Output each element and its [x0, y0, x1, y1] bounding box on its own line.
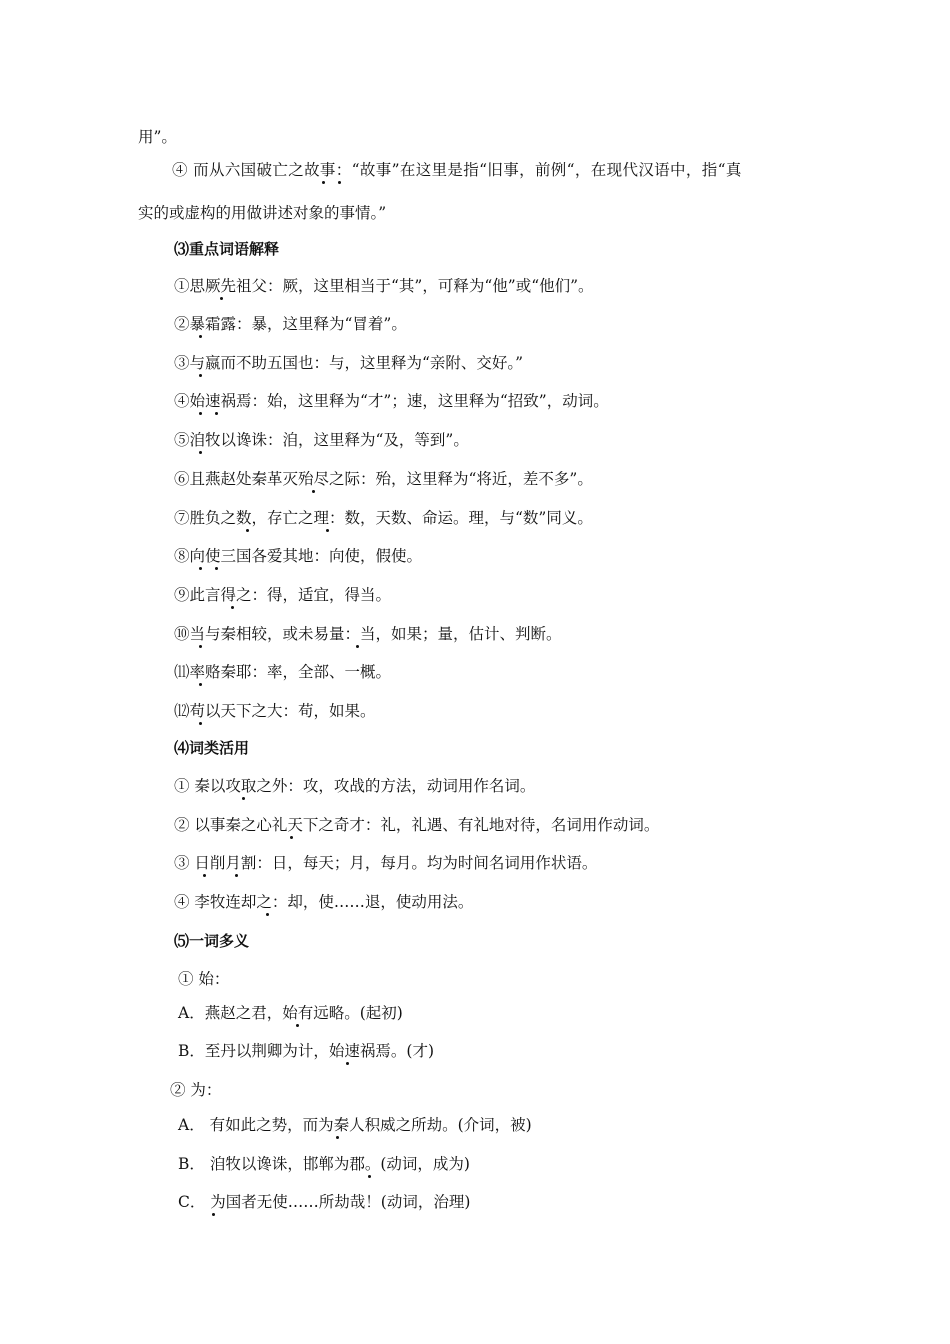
emphasis-dot [199, 645, 202, 648]
text-line-20: ③ 日削月割：日，每天；月，每月。均为时间名词用作状语。 [174, 854, 598, 872]
text-line-23: ① 始： [178, 970, 230, 988]
emphasis-dot [235, 874, 238, 877]
emphasis-dot [220, 297, 223, 300]
emphasis-dot [368, 1175, 371, 1178]
text-line-24: A．燕赵之君，始有远略。(起初) [178, 1004, 403, 1022]
text-line-9: ⑤洎牧以谗诛：洎，这里释为“及，等到”。 [174, 431, 469, 449]
emphasis-dot [322, 181, 325, 184]
emphasis-dot [246, 529, 249, 532]
emphasis-dot [199, 412, 202, 415]
text-line-29: C． 为国者无使……所劫哉！(动词，治理) [178, 1193, 471, 1211]
text-line-28: B． 洎牧以谗诛，邯郸为郡。(动词，成为) [178, 1155, 470, 1173]
section-heading-5: ⑸一词多义 [174, 932, 250, 950]
text-line-21: ④ 李牧连却之：却，使……退，使动用法。 [174, 893, 474, 911]
emphasis-dot [242, 797, 245, 800]
text-line-6: ②暴霜露：暴，这里释为“冒着”。 [174, 315, 407, 333]
text-line-5: ①思厥先祖父：厥，这里相当于“其”，可释为“他”或“他们”。 [174, 277, 594, 295]
text-line-18: ① 秦以攻取之外：攻，攻战的方法，动词用作名词。 [174, 777, 536, 795]
emphasis-dot [199, 567, 202, 570]
emphasis-dot [203, 874, 206, 877]
text-line-8: ④始速祸焉：始，这里释为“才”；速，这里释为“招致”，动词。 [174, 392, 609, 410]
emphasis-dot [199, 374, 202, 377]
emphasis-dot [356, 645, 359, 648]
text-line-16: ⑿苟以天下之大：苟，如果。 [174, 702, 376, 720]
emphasis-dot [326, 529, 329, 532]
emphasis-dot [231, 606, 234, 609]
text-line-27: A． 有如此之势，而为秦人积威之所劫。(介词，被) [178, 1116, 532, 1134]
text-line-14: ⑩当与秦相较，或未易量：当，如果；量，估计、判断。 [174, 625, 562, 643]
text-line-13: ⑨此言得之：得，适宜，得当。 [174, 586, 392, 604]
emphasis-dot [266, 913, 269, 916]
emphasis-dot [199, 335, 202, 338]
text-line-7: ③与嬴而不助五国也：与，这里释为“亲附、交好。” [174, 354, 524, 372]
emphasis-dot [336, 1136, 339, 1139]
section-heading-3: ⑶重点词语解释 [174, 240, 280, 258]
text-line-25: B．至丹以荆卿为计，始速祸焉。(才) [178, 1042, 434, 1060]
text-line-11: ⑦胜负之数，存亡之理：数，天数、命运。理，与“数”同义。 [174, 509, 593, 527]
emphasis-dot [296, 1024, 299, 1027]
emphasis-dot [290, 836, 293, 839]
text-line-26: ② 为： [170, 1081, 222, 1099]
text-line-10: ⑥且燕赵处秦革灭殆尽之际：殆，这里释为“将近，差不多”。 [174, 470, 593, 488]
emphasis-dot [215, 567, 218, 570]
text-line-15: ⑾率赂秦耶：率，全部、一概。 [174, 663, 392, 681]
text-line-19: ② 以事秦之心礼天下之奇才：礼，礼遇、有礼地对待，名词用作动词。 [174, 816, 660, 834]
text-line-1: 用”。 [138, 128, 177, 146]
text-line-3: 实的或虚构的用做讲述对象的事情。” [138, 204, 387, 222]
text-line-12: ⑧向使三国各爱其地：向使，假使。 [174, 547, 423, 565]
emphasis-dot [212, 1213, 215, 1216]
emphasis-dot [199, 722, 202, 725]
emphasis-dot [215, 412, 218, 415]
emphasis-dot [199, 683, 202, 686]
section-heading-4: ⑷词类活用 [174, 739, 250, 757]
emphasis-dot [199, 451, 202, 454]
text-line-2: ④ 而从六国破亡之故事：“故事”在这里是指“旧事，前例“，在现代汉语中，指“真 [172, 161, 742, 179]
emphasis-dot [312, 490, 315, 493]
emphasis-dot [346, 1062, 349, 1065]
emphasis-dot [338, 181, 341, 184]
